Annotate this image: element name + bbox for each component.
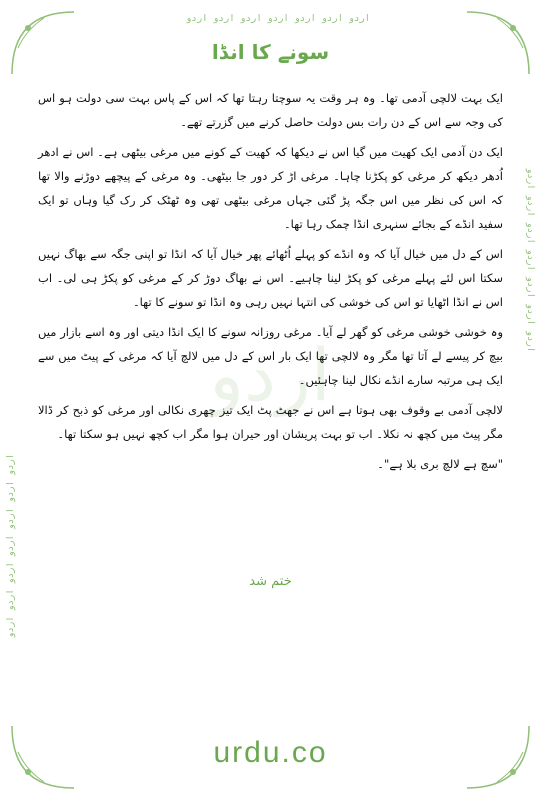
paragraph-1: ایک بہت لالچی آدمی تھا۔ وہ ہر وقت یہ سوچتا رہتا تھا کہ اس کے پاس بہت سی دولت ہو اس کی وجہ سے اس کے دن رات بس دولت حاصل کرنے میں گزرتے تھے۔	[38, 91, 503, 129]
paragraph-moral: "سچ ہے لالچ بری بلا ہے"۔	[377, 457, 503, 471]
story-body	[38, 86, 503, 482]
paragraph-3: اس کے دل میں خیال آیا کہ وہ انڈے کو پہلے اُٹھائے پھر خیال آیا کہ انڈا تو اپنی جگہ سے بھاگ نہیں سکتا اس لئے پہلے مرغی کو پکڑ لینا چاہیے۔ اس نے بھاگ دوڑ کر کے مرغی کو پکڑ ہی لی۔ اب اس نے انڈا اٹھایا تو اس کی خوشی کی انتہا نہیں رہی وہ انڈا تو سونے کا تھا۔	[38, 247, 503, 309]
story-title: سونے کا انڈا	[211, 40, 330, 64]
paragraph-5: لالچی آدمی بے وقوف بھی ہوتا ہے اس نے جھٹ پٹ ایک تیز چھری نکالی اور مرغی کو ذبح کر ڈالا مگر پیٹ میں کچھ نہ نکلا۔ اب تو بہت پریشان اور حیران ہوا مگر اب کچھ نہیں ہو سکتا تھا۔	[38, 403, 503, 441]
ending-label: ختم شد	[249, 574, 292, 589]
right-border-pattern: اردو اردو اردو اردو اردو اردو اردو	[525, 168, 535, 353]
top-border-pattern: اردو اردو اردو اردو اردو اردو اردو	[185, 14, 371, 24]
left-border-pattern: اردو اردو اردو اردو اردو اردو اردو	[6, 453, 16, 638]
paragraph-2: ایک دن آدمی ایک کھیت میں گیا اس نے دیکھا کہ کھیت کے کونے میں مرغی بیٹھی ہے۔ اس نے ادھر اُدھر دیکھ کر مرغی کو پکڑنا چاہا۔ مرغی اڑ کر دور جا بیٹھی۔ وہ مرغی کے پیچھے دوڑنے والا تھا کہ اس کی نظر میں اس جگہ پڑ گئی جہاں مرغی بیٹھی تھی وہ ٹھٹک کر رک گیا وہاں تو ایک سفید انڈے کے بجائے سنہری انڈا چمک رہا تھا۔	[38, 145, 503, 231]
paragraph-4: وہ خوشی خوشی مرغی کو گھر لے آیا۔ مرغی روزانہ سونے کا ایک انڈا دیتی اور وہ اسے بازار میں بیچ کر پیسے لے آتا تھا مگر وہ لالچی تھا ایک بار اس کے دل میں لالچ آیا کہ مرغی کے پیٹ میں سے ایک ہی مرتبہ سارے انڈے نکال لینا چاہئیں۔	[38, 325, 503, 387]
footer-logo: urdu.co	[213, 736, 328, 769]
watermark-text: اردو	[209, 333, 331, 417]
